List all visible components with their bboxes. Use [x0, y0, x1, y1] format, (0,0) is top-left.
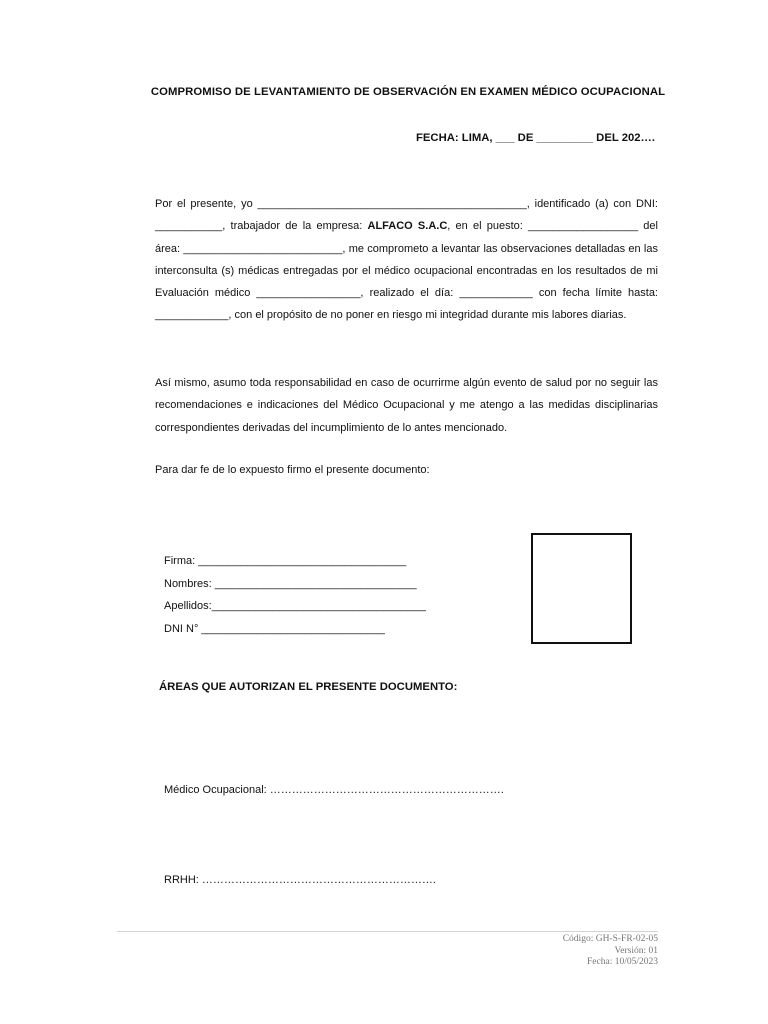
commitment-paragraph	[155, 193, 658, 327]
surnames-field: Apellidos:___________________________________	[164, 600, 426, 612]
document-footer	[563, 934, 658, 969]
document-title: COMPROMISO DE LEVANTAMIENTO DE OBSERVACIÓN EN EXAMEN MÉDICO OCUPACIONAL	[150, 86, 666, 98]
authorizing-areas-heading: ÁREAS QUE AUTORIZAN EL PRESENTE DOCUMENTO:	[159, 681, 458, 693]
date-line: FECHA: LIMA, ___ DE _________ DEL 202….	[415, 132, 655, 144]
signature-block	[164, 550, 426, 640]
fingerprint-box	[531, 533, 632, 644]
company-name: ALFACO S.A.C	[367, 220, 448, 233]
footer-divider	[117, 931, 658, 932]
hr-signature-line: RRHH: ……………………………………………………….	[164, 874, 436, 886]
responsibility-paragraph: Así mismo, asumo toda responsabilidad en caso de ocurrirme algún evento de salud por no seguir las recomendaciones e indicaciones del Médico Ocupacional y me atengo a las medidas disciplinarias correspondientes derivadas del incumplimiento de lo antes mencionado.	[155, 377, 658, 434]
footer-code: Código: GH-S-FR-02-05	[562, 934, 658, 944]
commitment-text-start: Por el presente, yo ____________________________________________, identificado (a) con DNI: ___________, trabajador de la empresa:	[155, 198, 658, 233]
attestation-paragraph: Para dar fe de lo expuesto firmo el presente documento:	[155, 464, 430, 476]
dni-field: DNI N° ______________________________	[164, 622, 385, 635]
commitment-text-end: , en el puesto: __________________ del área: __________________________, me comprometo a levantar las observaciones detalladas en las interconsulta (s) médicas entregadas por el médico ocupacional encontradas en los resultados de mi Evaluación médico _________________, realizado el día: ____________ con fecha límite hasta: ____________, con el propósito de no poner en riesgo mi integridad durante mis labores diarias.	[155, 220, 658, 322]
footer-version: Versión: 01	[614, 945, 658, 956]
signature-field: Firma: __________________________________	[164, 555, 407, 567]
footer-date: Fecha: 10/05/2023	[587, 957, 658, 967]
occupational-doctor-signature-line: Médico Ocupacional: ……………………………………………………….	[164, 784, 504, 796]
names-field: Nombres: _________________________________	[164, 577, 417, 590]
